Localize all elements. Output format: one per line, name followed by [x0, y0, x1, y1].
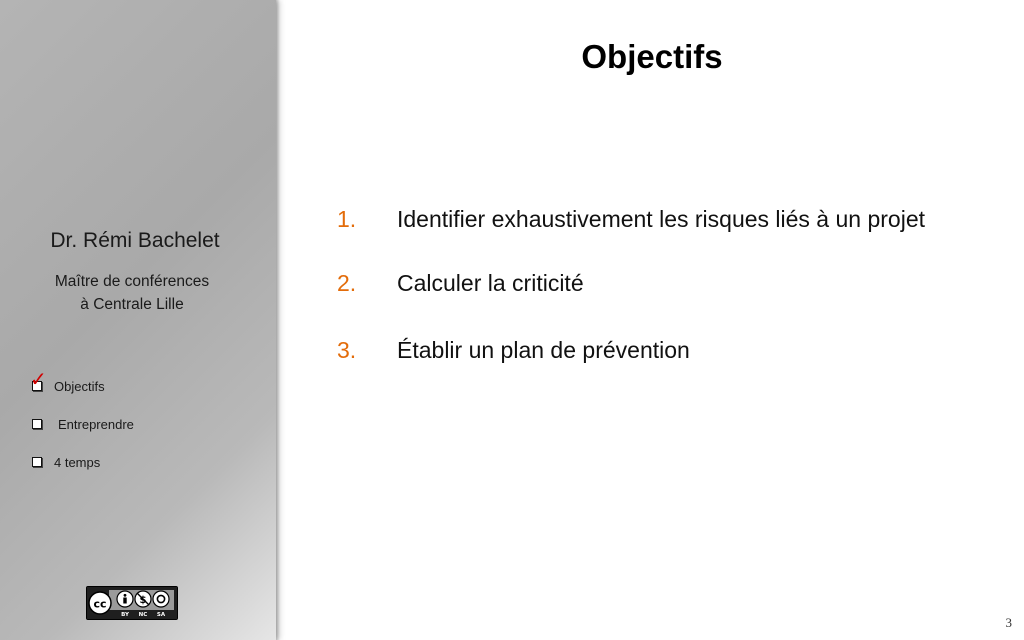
- license-label-nc: NC: [138, 612, 148, 618]
- objective-text: Calculer la criticité: [397, 270, 584, 296]
- license-badge-graphic: [87, 587, 177, 619]
- svg-text:$: $: [139, 595, 147, 606]
- objective-item: [335, 333, 975, 367]
- checkbox-icon: [32, 457, 42, 467]
- nav-item-label: Entreprendre: [58, 417, 134, 432]
- author-role: [0, 270, 264, 316]
- objective-number: 3.: [337, 337, 357, 363]
- license-label-by: BY: [121, 612, 129, 618]
- page-number: 3: [1005, 615, 1012, 630]
- license-label-sa: SA: [156, 612, 166, 618]
- author-role-line1: Maître de conférences: [54, 273, 210, 290]
- objective-item: [335, 202, 975, 236]
- nav-item-label: 4 temps: [54, 455, 101, 470]
- nav-item-entreprendre[interactable]: [30, 414, 260, 452]
- svg-text:cc: cc: [93, 597, 107, 611]
- objective-text: Identifier exhaustivement les risques liés à un projet: [397, 206, 926, 232]
- slide-title: Objectifs: [581, 38, 723, 75]
- objective-text: Établir un plan de prévention: [397, 337, 690, 363]
- author-role-line2: à Centrale Lille: [80, 296, 184, 313]
- nav-item-objectifs[interactable]: [30, 367, 260, 414]
- nav-item-4-temps[interactable]: [30, 452, 260, 490]
- checkmark-icon: ✓: [30, 367, 47, 391]
- sidebar-nav: [30, 367, 260, 490]
- objective-item: [335, 266, 975, 300]
- objective-number: 2.: [337, 270, 357, 296]
- author-name: Dr. Rémi Bachelet: [50, 229, 220, 252]
- checkbox-icon: [32, 419, 42, 429]
- sidebar-shadow: [276, 0, 280, 640]
- sidebar: [0, 0, 276, 640]
- objective-number: 1.: [337, 206, 357, 232]
- objectives-list: [335, 202, 975, 381]
- nav-item-label: Objectifs: [54, 379, 105, 394]
- creative-commons-by-nc-sa-icon[interactable]: [86, 586, 178, 620]
